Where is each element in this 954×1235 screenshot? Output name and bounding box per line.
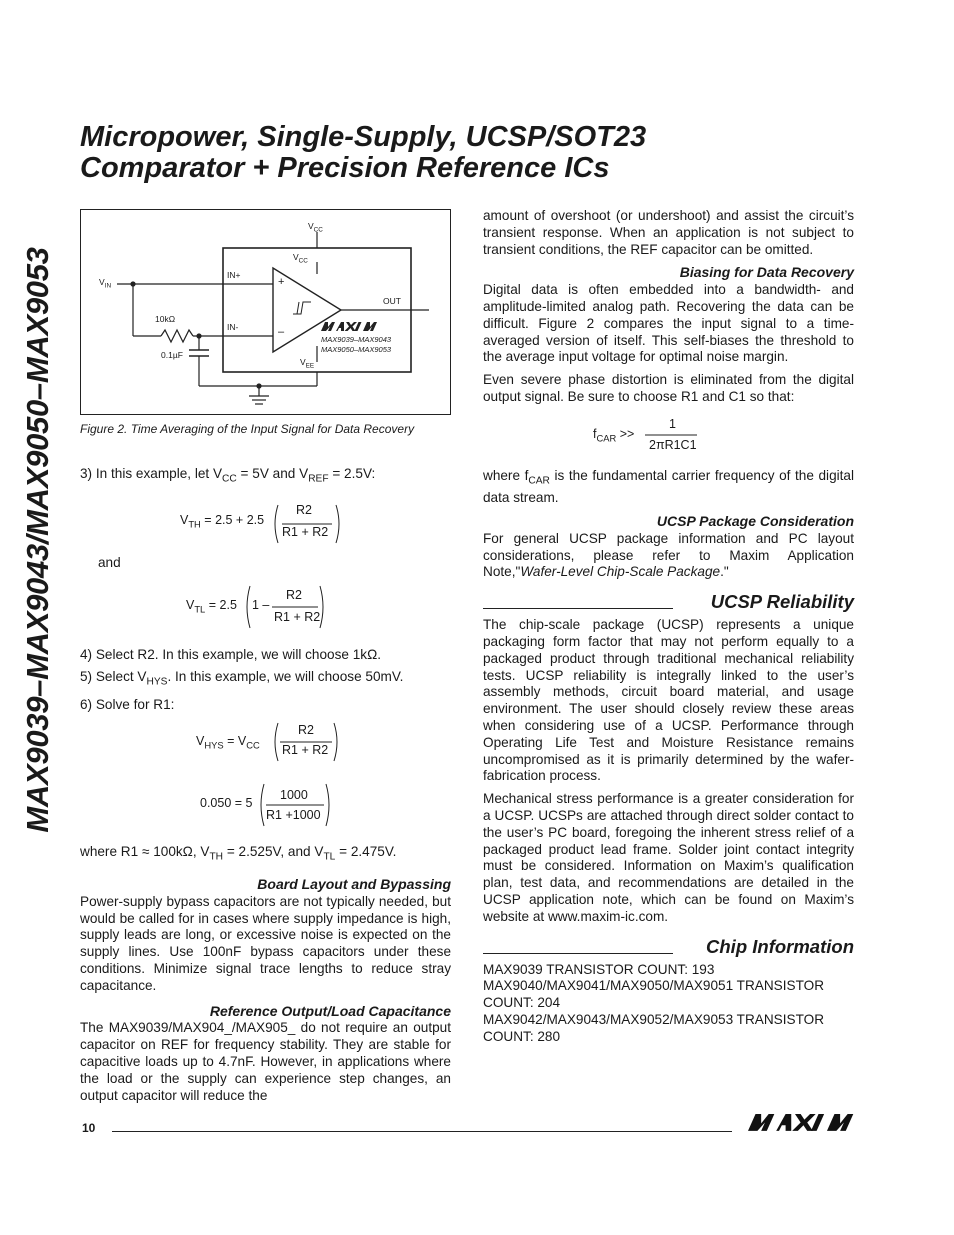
steps-4-6 [80, 644, 403, 716]
equation-vtl: $V_{TL} = 2.5$ 1 – R2 R1 + R2 [186, 584, 336, 630]
eq4-denominator: R1 +1000 [266, 808, 321, 822]
vin-label: $V_{IN}$ [99, 277, 112, 290]
footer-rule [112, 1131, 732, 1132]
reference-output-heading: Reference Output/Load Capacitance [209, 1002, 451, 1019]
page-title-line-1: Micropower, Single-Supply, UCSP/SOT23 [80, 121, 647, 153]
maxim-logo-small [321, 322, 377, 331]
ucsp-package-text: For general UCSP package information and PC layout considerations, please refer to Maxim Application Note,"Wafer-Level Chip-Scale Package." [483, 530, 854, 580]
reliability-text-2: Mechanical stress performance is a greater consideration for a UCSP. UCSPs are attached through direct solder contact to the user’s PC board, foregoing the inherent stress relief of a packaged product lead frame. Solder joint contact integrity must be considered. Information on Maxim’s qualification plan, test data, and recommendations are detailed in the UCSP application note, which can be found on Maxim’s website at www.maxim-ic.com. [483, 791, 854, 924]
in-plus-label: IN+ [227, 270, 241, 280]
left-column-text [80, 870, 451, 1110]
where-r1: where R1 ≈ 100kΩ, $V_{TH} = 2.525V$, and $V_{TL} = 2.475V$. [80, 844, 397, 863]
side-title-text: MAX9039–MAX9043/MAX9050–MAX9053 [20, 247, 55, 833]
chip-info-line-1: MAX9039 TRANSISTOR COUNT: 193 [483, 961, 715, 977]
maxim-logo [748, 1114, 854, 1139]
fcar-denominator: 2πR1C1 [649, 437, 697, 452]
vee-label: $V_{EE}$ [300, 357, 315, 370]
figure-caption: Figure 2. Time Averaging of the Input Signal for Data Recovery [80, 422, 415, 436]
reference-output-text: The MAX9039/MAX904_/MAX905_ do not require an output capacitor on REF for frequency stability. They are stable for capacitive loads up to 4.7nF. However, in applications where the load or the supply can experience step changes, an output capacitor will reduce the [80, 1020, 451, 1103]
step-3: 3) In this example, let $V_{CC} = 5V$ and $V_{REF} = 2.5V$: [80, 466, 376, 485]
equation-vth: $V_{TH} = 2.5 + 2.5$ R2 R1 + R2 [180, 503, 350, 545]
eq1-denominator: R1 + R2 [282, 525, 329, 539]
eq2-one-minus: 1 – [252, 598, 270, 612]
step-4: 4) Select R2. In this example, we will choose 1kΩ. [80, 647, 382, 662]
minus-sign: – [278, 326, 285, 338]
biasing-text-1: Digital data is often embedded into a bandwidth- and amplitude-limited analog path. Recovering the data can be difficult. Figure 2 compares the input signal to a time-averaged version of itself. This self-biases the threshold to the average input voltage for optimal noise margin. [483, 282, 854, 365]
resistor-label: 10kΩ [155, 314, 176, 324]
continued-text: amount of overshoot (or undershoot) and assist the circuit’s transient response. When an application is not subject to transient conditions, the REF capacitor can be omitted. [483, 208, 854, 257]
step-6: 6) Solve for R1: [80, 696, 175, 712]
eq3-denominator: R1 + R2 [282, 743, 329, 757]
out-label: OUT [383, 296, 401, 306]
part-numbers [321, 335, 391, 355]
chip-info-list [483, 962, 854, 1046]
board-layout-heading: Board Layout and Bypassing [257, 876, 451, 892]
page-title [80, 122, 840, 184]
right-column [483, 208, 854, 1046]
vcc-top-label: $V_{CC}$ [308, 221, 323, 234]
part-number-1: MAX9039–MAX9043 [321, 335, 392, 344]
chip-info-line-2: MAX9040/MAX9041/MAX9050/MAX9051 TRANSISTOR COUNT: 204 [483, 978, 825, 1011]
step-5: 5) Select $V_{HYS}$. In this example, we will choose 50mV. [80, 669, 404, 688]
equation-solve: 0.050 = 5 1000 R1 +1000 [200, 782, 350, 828]
hysteresis-symbol [293, 302, 311, 314]
and-text: and [98, 555, 121, 570]
capacitor-label: 0.1µF [161, 350, 183, 360]
board-layout-text: Power-supply bypass capacitors are not typically needed, but would be called for in cases where supply impedance is high, supply leads are long, or excessive noise is expected on the supply lines. Use 100nF bypass capacitors under these conditions. Minimize signal trace lengths to reduce stray capacitance. [80, 893, 451, 993]
eq1-numerator: R2 [296, 503, 312, 517]
ucsp-reliability-heading: UCSP Reliability [483, 587, 854, 613]
vcc-inner-label: $V_{CC}$ [293, 252, 308, 265]
chip-info-line-3: MAX9042/MAX9043/MAX9052/MAX9053 TRANSISTOR COUNT: 280 [483, 1012, 825, 1044]
in-minus-label: IN- [227, 322, 239, 332]
eq2-numerator: R2 [286, 588, 302, 602]
biasing-heading: Biasing for Data Recovery [679, 264, 854, 281]
equation-fcar: $f_{CAR}$ >> 1 2πR1C1 [593, 416, 697, 452]
eq4-numerator: 1000 [280, 788, 308, 802]
ucsp-package-heading: UCSP Package Consideration [656, 513, 854, 530]
resistor-symbol [161, 330, 193, 342]
reliability-text-1: The chip-scale package (UCSP) represents a unique packaging form factor that may not perform equally to a packaged product through traditional mechanical reliability tests. UCSP reliability is integrally linked to the user’s assembly methods, circuit board material, and usage environment. The user should closely review these areas when considering use of a UCSP. Performance through Operating Life Test and Moisture Resistance remains uncompromised as it is primarily determined by the wafer-fabrication process. [483, 617, 854, 784]
page-number: 10 [82, 1121, 96, 1135]
maxim-logo-icon [748, 1114, 854, 1134]
fcar-numerator: 1 [669, 416, 676, 431]
biasing-text-2: Even severe phase distortion is eliminated from the digital output signal. Be sure to choose R1 and C1 so that: [483, 372, 854, 404]
figure-2 [80, 209, 451, 415]
plus-sign: + [278, 276, 285, 288]
circuit-diagram [81, 210, 450, 414]
equation-vhys: $V_{HYS} = V_{CC}$ R2 R1 + R2 [196, 721, 346, 763]
eq3-numerator: R2 [298, 723, 314, 737]
part-number-2: MAX9050–MAX9053 [321, 345, 392, 354]
eq2-denominator: R1 + R2 [274, 610, 321, 624]
page-title-line-2: Comparator + Precision Reference ICs [80, 152, 610, 184]
side-title [8, 210, 68, 870]
chip-information-heading: Chip Information [483, 932, 854, 958]
where-fcar: where $f_{CAR}$ is the fundamental carrier frequency of the digital data stream. [483, 467, 855, 506]
